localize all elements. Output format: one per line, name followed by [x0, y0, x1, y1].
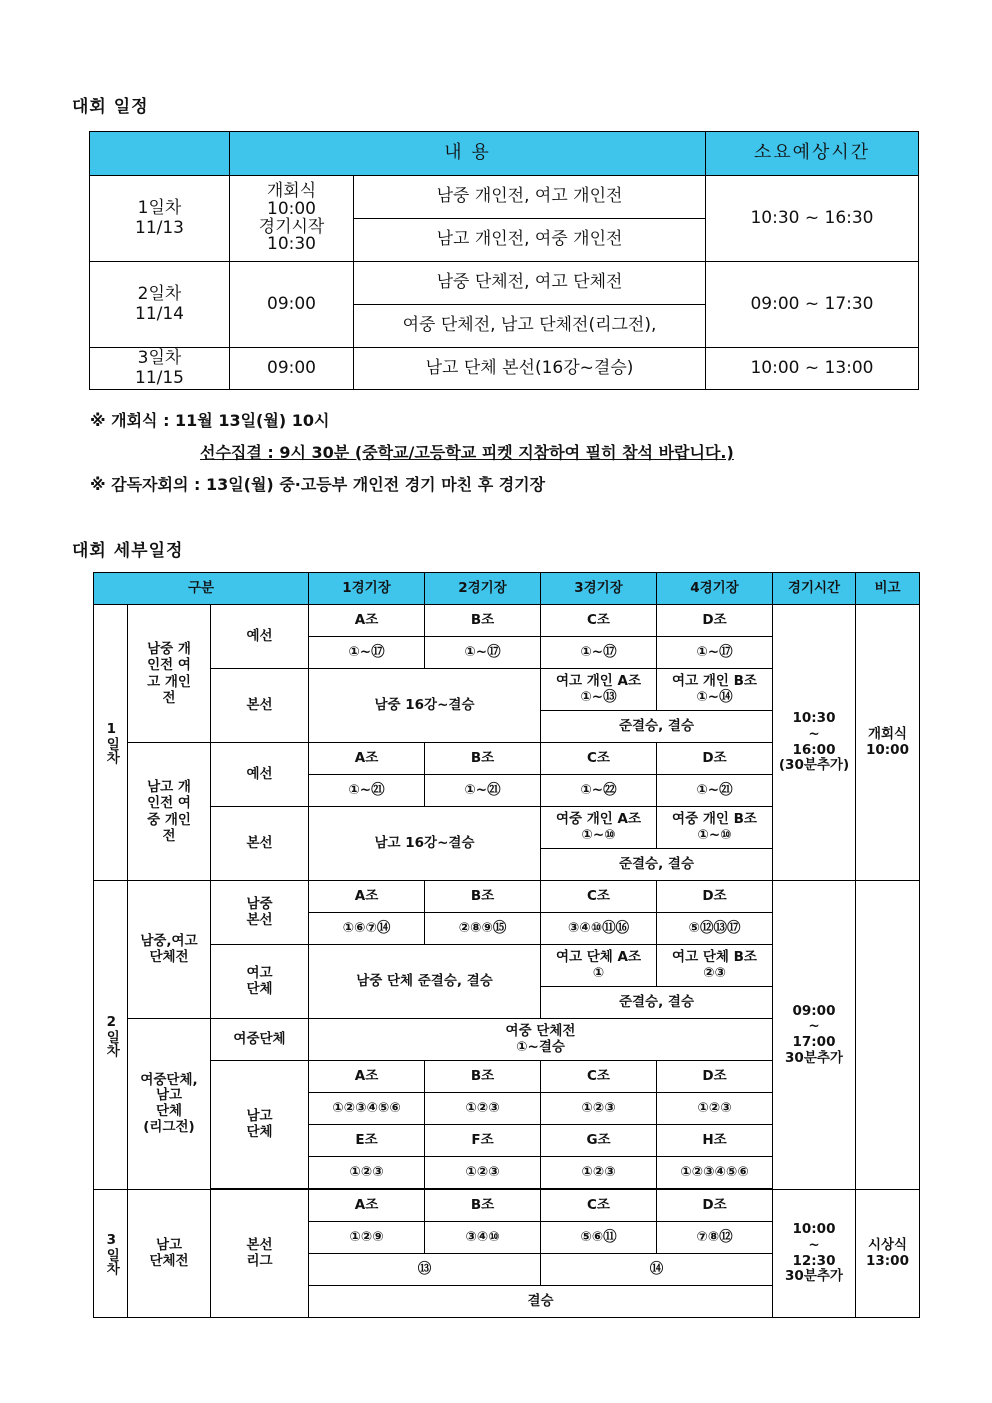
cell-line: (리그전)	[143, 1118, 195, 1135]
value-cell: ①②③	[541, 1157, 657, 1189]
day1-groupB-prelim: 예선	[211, 743, 309, 807]
cell-line: 단체전	[149, 948, 189, 965]
value-cell: ①②③	[425, 1093, 541, 1125]
day1-groupB-final-main: 남고 16강~결승	[309, 807, 541, 881]
header-note: 비고	[856, 573, 920, 605]
cell-line: 본선	[246, 1236, 273, 1253]
group-label: A조	[309, 1190, 425, 1222]
time-line: ~	[808, 1018, 820, 1035]
cell-line: 단체	[246, 980, 273, 997]
note-opening: ※ 개회식 : 11월 13일(월) 10시	[90, 411, 330, 430]
group-label: A조	[309, 605, 425, 637]
range-cell: ①~㉒	[541, 775, 657, 807]
day2-sub2-main: 남중 단체 준결승, 결승	[309, 945, 541, 1019]
time-line: 09:00	[792, 1002, 836, 1019]
range-cell: ①~㉑	[425, 775, 541, 807]
cell-line: ①~⑬	[580, 688, 617, 705]
group-label: B조	[425, 881, 541, 913]
cell-line: 본선	[246, 911, 273, 928]
day2-time	[773, 881, 856, 1190]
range-cell: ①~⑰	[657, 637, 773, 669]
day1-groupA-final-c	[541, 669, 657, 711]
value-cell: ①②⑨	[309, 1222, 425, 1254]
value-cell: ⑦⑧⑫	[657, 1222, 773, 1254]
day1-groupA-final-d	[657, 669, 773, 711]
time-line: ~	[808, 1236, 820, 1253]
day1-label: 1일차	[137, 197, 182, 218]
day2-label: 2일차	[137, 283, 182, 304]
group-label: C조	[541, 605, 657, 637]
day2-cell	[90, 262, 230, 348]
day1-groupB-final-d	[657, 807, 773, 849]
cell-line: 남중,여고	[140, 932, 198, 949]
cell-line: ②③	[703, 964, 726, 981]
day1-groupA-prelim: 예선	[211, 605, 309, 669]
day1-vertical-text: 1일차	[103, 721, 120, 764]
day1-groupA-final: 본선	[211, 669, 309, 743]
value-cell: ①②③	[309, 1157, 425, 1189]
day2-sub4	[211, 1061, 309, 1189]
range-cell: ①~㉑	[309, 775, 425, 807]
day1-event-2: 남고 개인전, 여중 개인전	[354, 219, 706, 262]
time-line: 30분추가	[785, 1049, 843, 1066]
day3-semi-right: ⑭	[541, 1254, 773, 1286]
value-cell: ①⑥⑦⑭	[309, 913, 425, 945]
day3-vertical	[94, 1190, 128, 1318]
detail-schedule-table	[93, 572, 920, 1318]
group-label: C조	[541, 881, 657, 913]
time-line: 12:30	[792, 1252, 836, 1269]
schedule-table	[89, 131, 919, 390]
header-content: 내 용	[230, 132, 706, 176]
value-cell: ①②③	[541, 1093, 657, 1125]
day2-sub2-d	[657, 945, 773, 987]
day1-groupA	[128, 605, 211, 743]
day3-time	[773, 1190, 856, 1318]
day1-time-line: 경기시작	[258, 216, 325, 237]
cell-line: 남고	[246, 1107, 273, 1124]
group-label: C조	[541, 743, 657, 775]
value-cell: ①②③	[657, 1093, 773, 1125]
note-line: 시상식	[867, 1236, 908, 1253]
value-cell: ①②③④⑤⑥	[657, 1157, 773, 1189]
day2-sub1	[211, 881, 309, 945]
day1-groupA-final-main: 남중 16강~결승	[309, 669, 541, 743]
day1-groupB-final-c	[541, 807, 657, 849]
time-line: (30분추가)	[778, 757, 850, 774]
day2-sub2-c	[541, 945, 657, 987]
group-label: D조	[657, 1190, 773, 1222]
cell-line: ①~⑭	[696, 688, 733, 705]
cell-line: 남고	[155, 1236, 183, 1253]
day1-vertical	[94, 605, 128, 881]
cell-line: 여중단체,	[140, 1071, 198, 1088]
day2-sub2	[211, 945, 309, 1019]
day1-groupB-sf: 준결승, 결승	[541, 849, 773, 881]
cell-line: 여고 단체 A조	[555, 948, 642, 965]
day1-event-1: 남중 개인전, 여고 개인전	[354, 176, 706, 219]
note-line: 개회식	[867, 725, 908, 742]
group-label: D조	[657, 1061, 773, 1093]
header-blank	[90, 132, 230, 176]
value-cell: ①②③	[425, 1157, 541, 1189]
group-label: B조	[425, 1190, 541, 1222]
day2-note	[856, 881, 920, 1190]
day2-duration: 09:00 ~ 17:30	[706, 262, 919, 348]
day1-duration: 10:30 ~ 16:30	[706, 176, 919, 262]
note-assembly: 선수집결 : 9시 30분 (중학교/고등학교 피켓 지참하여 필히 참석 바랍니다.)	[200, 443, 734, 462]
cell-line: 단체	[246, 1123, 273, 1140]
day1-groupA-label: 남중 개인전 여고 개인전	[147, 641, 191, 706]
time-line: ~	[808, 725, 820, 742]
range-cell: ①~⑰	[425, 637, 541, 669]
day1-time-line: 개회식	[266, 180, 317, 201]
value-cell: ②⑧⑨⑮	[425, 913, 541, 945]
day1-date: 11/13	[135, 217, 184, 238]
day2-sub3: 여중단체	[211, 1019, 309, 1061]
time-line: 30분추가	[785, 1268, 843, 1285]
day3-final: 결승	[309, 1286, 773, 1318]
day3-vertical-text: 3일차	[103, 1232, 120, 1275]
day1-groupB-final: 본선	[211, 807, 309, 881]
group-label: A조	[309, 743, 425, 775]
day2-sub3-val	[309, 1019, 773, 1061]
cell-line: 여중 개인 A조	[555, 810, 642, 827]
note-line: 10:00	[866, 741, 909, 758]
day2-event-2: 여중 단체전, 남고 단체전(리그전),	[354, 305, 706, 348]
header-court-3: 3경기장	[541, 573, 657, 605]
day1-note	[856, 605, 920, 881]
day2-groupA	[128, 881, 211, 1019]
day2-date: 11/14	[135, 303, 184, 324]
header-duration: 소요예상시간	[706, 132, 919, 176]
day3-duration: 10:00 ~ 13:00	[706, 348, 919, 390]
header-time: 경기시간	[773, 573, 856, 605]
day3-label: 3일차	[137, 347, 182, 368]
day1-cell	[90, 176, 230, 262]
group-label: E조	[309, 1125, 425, 1157]
day2-sub2-sf: 준결승, 결승	[541, 987, 773, 1019]
group-label: B조	[425, 1061, 541, 1093]
time-line: 17:00	[792, 1034, 836, 1050]
note-line: 13:00	[866, 1252, 909, 1269]
day3-semi-left: ⑬	[309, 1254, 541, 1286]
day1-time-line: 10:30	[267, 234, 316, 255]
group-label: F조	[425, 1125, 541, 1157]
day2-vertical-text: 2일차	[103, 1013, 120, 1057]
group-label: G조	[541, 1125, 657, 1157]
value-cell: ③④⑩⑪⑯	[541, 913, 657, 945]
day3-group	[128, 1190, 211, 1318]
value-cell: ⑤⑥⑪	[541, 1222, 657, 1254]
time-line: 10:30	[792, 710, 836, 727]
day3-time: 09:00	[230, 348, 354, 390]
range-cell: ①~⑰	[541, 637, 657, 669]
day3-event-1: 남고 단체 본선(16강~결승)	[354, 348, 706, 390]
range-cell: ①~㉑	[657, 775, 773, 807]
day2-event-1: 남중 단체전, 여고 단체전	[354, 262, 706, 305]
section1-title: 대회 일정	[72, 97, 149, 117]
group-label: B조	[425, 605, 541, 637]
day1-groupB	[128, 743, 211, 881]
cell-line: 남고	[155, 1087, 183, 1104]
value-cell: ③④⑩	[425, 1222, 541, 1254]
cell-line: ①	[592, 964, 605, 981]
cell-line: 리그	[246, 1252, 273, 1269]
day1-time	[773, 605, 856, 881]
header-court-2: 2경기장	[425, 573, 541, 605]
value-cell: ⑤⑫⑬⑰	[657, 913, 773, 945]
cell-line: 남중	[246, 895, 273, 912]
group-label: D조	[657, 743, 773, 775]
detail-header-row	[94, 573, 920, 605]
cell-line: 여고 단체 B조	[672, 948, 757, 965]
day1-groupA-sf: 준결승, 결승	[541, 711, 773, 743]
section2-title: 대회 세부일정	[72, 541, 184, 561]
range-cell: ①~⑰	[309, 637, 425, 669]
day2-vertical	[94, 881, 128, 1190]
group-label: H조	[657, 1125, 773, 1157]
cell-line: 단체전	[149, 1252, 189, 1269]
cell-line: ①~⑩	[581, 826, 616, 843]
group-label: B조	[425, 743, 541, 775]
cell-line: 여고 개인 B조	[672, 672, 757, 689]
schedule-header-row	[90, 132, 919, 176]
note-meeting: ※ 감독자회의 : 13일(월) 중·고등부 개인전 경기 마친 후 경기장	[90, 475, 546, 494]
value-cell: ①②③④⑤⑥	[309, 1093, 425, 1125]
day3-cell	[90, 348, 230, 390]
cell-line: 여중 단체전	[505, 1022, 576, 1039]
cell-line: 여고	[246, 964, 273, 981]
day1-time-line: 10:00	[267, 198, 316, 219]
cell-line: 여중 개인 B조	[672, 810, 757, 827]
header-court-4: 4경기장	[657, 573, 773, 605]
group-label: A조	[309, 881, 425, 913]
time-line: 16:00	[792, 741, 836, 758]
cell-line: 단체	[155, 1103, 183, 1119]
group-label: A조	[309, 1061, 425, 1093]
day3-sub	[211, 1190, 309, 1318]
day3-date: 11/15	[135, 367, 184, 388]
header-div: 구분	[94, 573, 309, 605]
day3-note	[856, 1190, 920, 1318]
cell-line: ①~결승	[516, 1038, 565, 1055]
cell-line: ①~⑩	[697, 826, 732, 843]
group-label: C조	[541, 1190, 657, 1222]
cell-line: 여고 개인 A조	[555, 672, 642, 689]
group-label: D조	[657, 605, 773, 637]
group-label: C조	[541, 1061, 657, 1093]
day2-time: 09:00	[230, 262, 354, 348]
group-label: D조	[657, 881, 773, 913]
day2-groupB	[128, 1019, 211, 1190]
header-court-1: 1경기장	[309, 573, 425, 605]
time-line: 10:00	[792, 1221, 836, 1238]
day1-time-cell	[230, 176, 354, 262]
day1-groupB-label: 남고 개인전 여중 개인전	[147, 779, 191, 844]
